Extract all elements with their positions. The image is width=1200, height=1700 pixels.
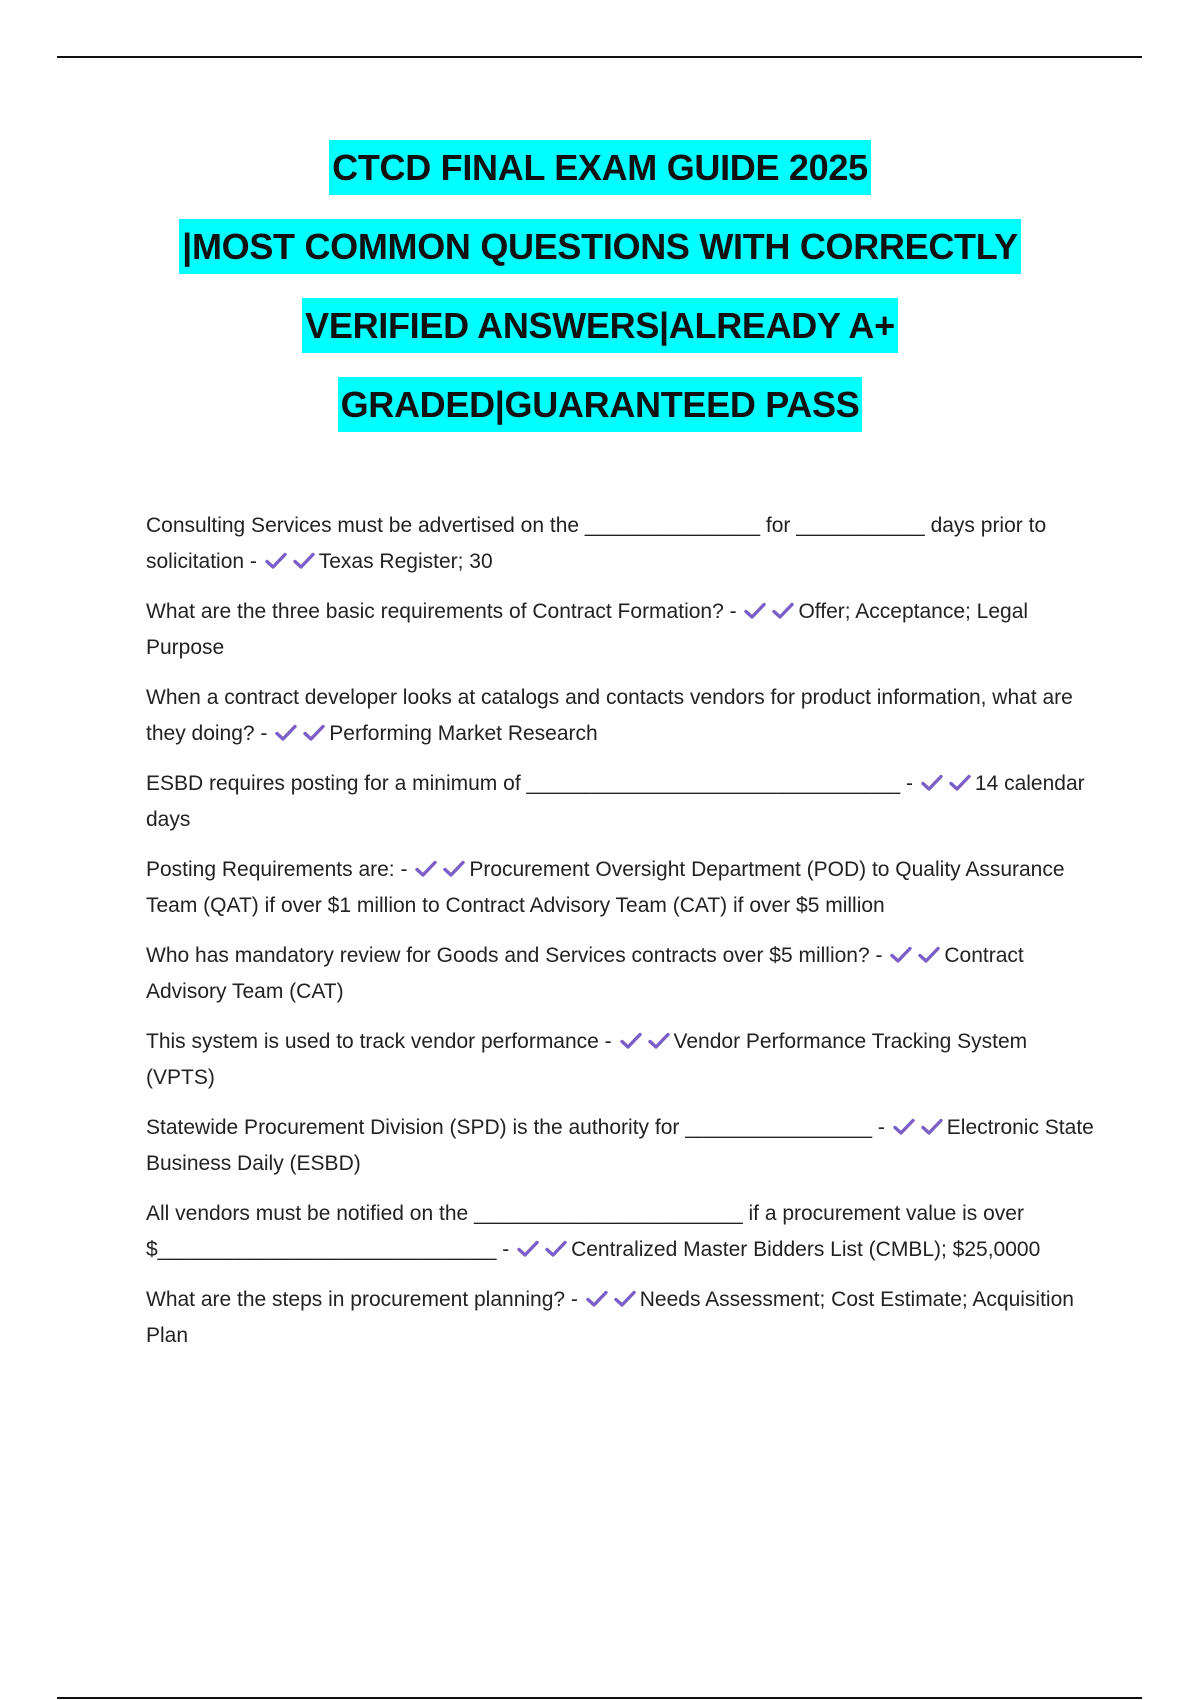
checkmark-icon [517, 1239, 539, 1259]
question-text: What are the three basic requirements of Contract Formation? [146, 600, 724, 623]
separator: - [869, 944, 889, 967]
checkmark-icon [586, 1289, 608, 1309]
question-text: Statewide Procurement Division (SPD) is the authority for ________________ [146, 1116, 873, 1139]
checkmark-icon [772, 601, 794, 621]
separator: - [254, 722, 274, 745]
question-text: What are the steps in procurement planning? [146, 1288, 566, 1311]
question-text: Who has mandatory review for Goods and Services contracts over $5 million? [146, 944, 870, 967]
title-text-3: VERIFIED ANSWERS|ALREADY A+ [302, 298, 898, 353]
separator: - [872, 1116, 891, 1139]
top-rule [57, 56, 1142, 58]
answer-text: Procurement Oversight Department (POD) to Quality Assurance Team (QAT) if over $1 million to Contract Advisory Team (CAT) if over $5 million [146, 858, 1065, 917]
checkmark-icon [275, 723, 297, 743]
qa-item [146, 1110, 1096, 1182]
checkmark-icon [648, 1031, 670, 1051]
qa-item [146, 938, 1096, 1010]
answer-text: Electronic State Business Daily (ESBD) [146, 1116, 1094, 1175]
question-text: Consulting Services must be advertised on the _______________ for ___________ days prior to solicitation [146, 514, 1047, 573]
title-line-3 [100, 298, 1100, 353]
checkmark-icon [890, 945, 912, 965]
qa-item [146, 1196, 1096, 1268]
title-text-4: GRADED|GUARANTEED PASS [338, 377, 863, 432]
qa-item [146, 852, 1096, 924]
title-text-1: CTCD FINAL EXAM GUIDE 2025 [329, 140, 871, 195]
question-text: Posting Requirements are: [146, 858, 395, 881]
qa-item [146, 508, 1096, 580]
answer-text: Performing Market Research [329, 722, 598, 745]
title-line-1 [100, 140, 1100, 195]
checkmark-icon [921, 773, 943, 793]
checkmark-icon [265, 551, 287, 571]
checkmark-icon [893, 1117, 915, 1137]
answer-text: Contract Advisory Team (CAT) [146, 944, 1024, 1003]
checkmark-icon [620, 1031, 642, 1051]
qa-item [146, 766, 1096, 838]
question-text: ESBD requires posting for a minimum of ________________________________ [146, 772, 901, 795]
answer-text: Needs Assessment; Cost Estimate; Acquisition Plan [146, 1288, 1074, 1347]
separator: - [244, 550, 263, 573]
separator: - [394, 858, 414, 881]
qa-list [146, 508, 1096, 1368]
answer-text: Offer; Acceptance; Legal Purpose [146, 600, 1029, 659]
title-line-4 [100, 377, 1100, 432]
checkmark-icon [744, 601, 766, 621]
checkmark-icon [443, 859, 465, 879]
answer-text: Vendor Performance Tracking System (VPTS) [146, 1030, 1028, 1089]
separator: - [598, 1030, 618, 1053]
checkmark-icon [918, 945, 940, 965]
separator: - [565, 1288, 584, 1311]
qa-item [146, 680, 1096, 752]
answer-text: Texas Register; 30 [318, 550, 493, 573]
checkmark-icon [921, 1117, 943, 1137]
qa-item [146, 1024, 1096, 1096]
document-title [100, 140, 1100, 456]
qa-item [146, 594, 1096, 666]
checkmark-icon [303, 723, 325, 743]
question-text: When a contract developer looks at catalogs and contacts vendors for product information, what are they doing? [146, 686, 1073, 745]
answer-text: Centralized Master Bidders List (CMBL); $25,0000 [571, 1238, 1041, 1261]
checkmark-icon [415, 859, 437, 879]
qa-item [146, 1282, 1096, 1354]
question-text: All vendors must be notified on the _______________________ if a procurement value is over $_____________________________ [146, 1202, 1024, 1261]
answer-text: 14 calendar days [146, 772, 1085, 831]
checkmark-icon [949, 773, 971, 793]
title-text-2: |MOST COMMON QUESTIONS WITH CORRECTLY [179, 219, 1021, 274]
separator: - [900, 772, 919, 795]
checkmark-icon [614, 1289, 636, 1309]
separator: - [496, 1238, 516, 1261]
question-text: This system is used to track vendor performance [146, 1030, 599, 1053]
separator: - [723, 600, 743, 623]
checkmark-icon [293, 551, 315, 571]
bottom-rule [57, 1697, 1142, 1699]
checkmark-icon [545, 1239, 567, 1259]
title-line-2 [100, 219, 1100, 274]
